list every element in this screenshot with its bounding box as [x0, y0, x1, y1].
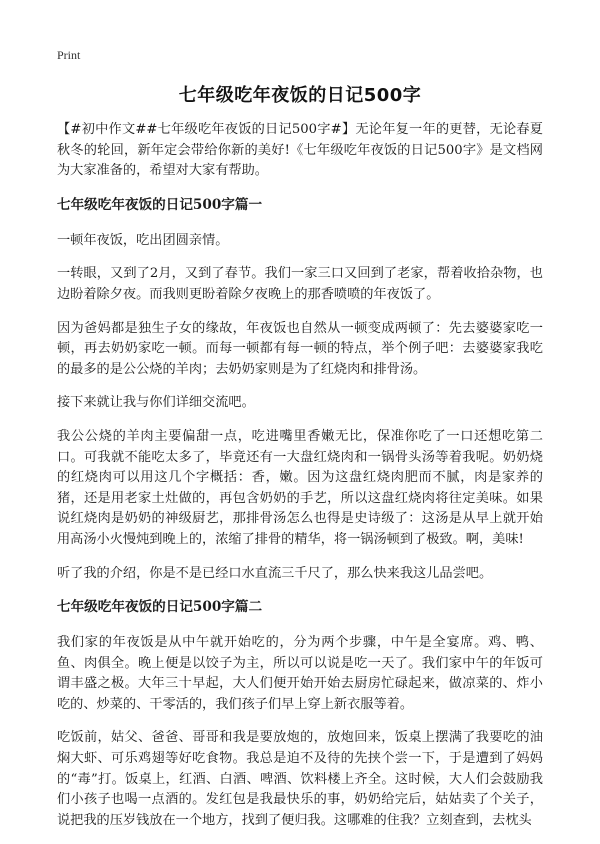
section-1-paragraph: 因为爸妈都是独生子女的缘故，年夜饭也自然从一顿变成两顿了：先去婆婆家吃一顿，再去奶奶家吃一顿。而每一顿都有每一顿的特点，举个例子吧：去婆婆家我吃的最多的是公公烧的羊肉；去奶奶家则是为了红烧肉和排骨汤。: [57, 320, 543, 377]
section-1-paragraph: 一顿年夜饭，吃出团圆亲情。: [57, 232, 229, 248]
section-2-paragraph: 我们家的年夜饭是从中午就开始吃的，分为两个步骤，中午是全宴席。鸡、鸭、鱼、肉俱全。晚上便是以饺子为主，所以可以说是吃一天了。我们家中午的年饭可谓丰盛之极。大年三十早起，大人们便开始开始去厨房忙碌起来，做凉菜的、炸小吃的、炒菜的、干零活的，我们孩子们早上穿上新衣服等着。: [57, 635, 543, 712]
article-body: [57, 120, 543, 844]
section-heading-2: 七年级吃年夜饭的日记500字篇二: [57, 599, 263, 616]
section-2-paragraph: 吃饭前，姑父、爸爸、哥哥和我是要放炮的，放炮回来，饭桌上摆满了我要吃的油焖大虾、可乐鸡翅等好吃食物。我总是迫不及待的先挟个尝一下，于是遭到了妈妈的“毒”打。饭桌上，红酒、白酒、啤酒、饮料楼上齐全。这时候，大人们会鼓励我们小孩子也喝一点酒的。发红包是我最快乐的事，奶奶给完后，姑姑卖了个关子，说把我的压岁钱放在一个地方，找到了便归我。这哪难的住我？立刻查到，去枕头: [57, 730, 543, 828]
document-title: 七年级吃年夜饭的日记500字: [178, 85, 422, 106]
section-1-paragraph: 听了我的介绍，你是不是已经口水直流三千尺了，那么快来我这儿品尝吧。: [57, 565, 493, 581]
section-1-paragraph: 接下来就让我与你们详细交流吧。: [57, 395, 255, 411]
section-1-paragraph: 一转眼，又到了2月，又到了春节。我们一家三口又回到了老家，帮着收拾杂物，也边盼着除夕夜。而我则更盼着除夕夜晚上的那香喷喷的年夜饭了。: [57, 266, 543, 302]
print-link[interactable]: Print: [57, 48, 81, 62]
intro-paragraph: 【#初中作文##七年级吃年夜饭的日记500字#】无论年复一年的更替，无论春夏秋冬的轮回，新年定会带给你新的美好!《七年级吃年夜饭的日记500字》是文档网为大家准备的，希望对大家有帮助。: [57, 122, 543, 179]
section-heading-1: 七年级吃年夜饭的日记500字篇一: [57, 196, 263, 213]
section-1-paragraph: 我公公烧的羊肉主要偏甜一点，吃进嘴里香嫩无比，保准你吃了一口还想吃第二口。可我就不能吃太多了，毕竟还有一大盘红烧肉和一锅骨头汤等着我呢。奶奶烧的红烧肉可以用这几个字概括：香，嫩。因为这盘红烧肉肥而不腻，肉是家养的猪，还是用老家土灶做的，再包含奶奶的手艺，所以这盘红烧肉将往定美味。如果说红烧肉是奶奶的神级厨艺，那排骨汤怎么也得是史诗级了：这汤是从早上就开始用高汤小火慢炖到晚上的，浓缩了排骨的精华，将一锅汤顿到了极致。啊，美味!: [57, 428, 543, 547]
